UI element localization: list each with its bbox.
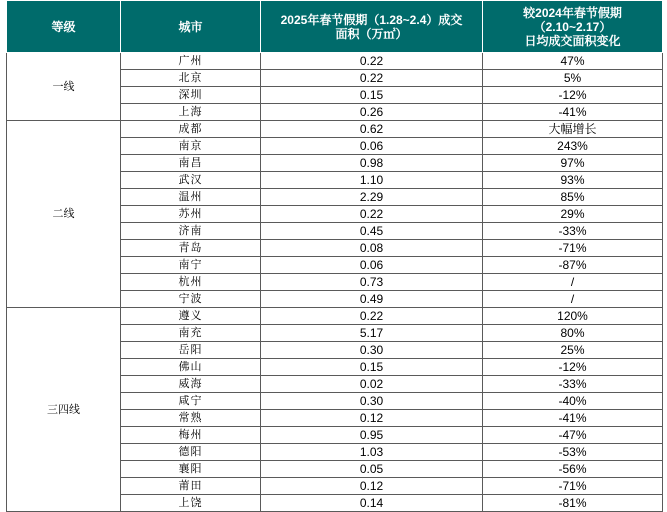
- area-cell: 0.45: [261, 223, 483, 240]
- header-change: [483, 1, 663, 53]
- city-cell: 武汉: [121, 172, 261, 189]
- change-cell: 80%: [483, 325, 663, 342]
- area-cell: 1.03: [261, 444, 483, 461]
- area-cell: 0.22: [261, 206, 483, 223]
- table-row: [7, 53, 663, 70]
- city-cell: 常熟: [121, 410, 261, 427]
- city-cell: 济南: [121, 223, 261, 240]
- city-cell: 上饶: [121, 495, 261, 512]
- area-cell: 0.98: [261, 155, 483, 172]
- tier-cell: 三四线: [7, 308, 121, 512]
- city-cell: 南充: [121, 325, 261, 342]
- header-area-line1: 2025年春节假期（1.28~2.4）成交: [280, 12, 463, 27]
- change-cell: -41%: [483, 410, 663, 427]
- area-cell: 2.29: [261, 189, 483, 206]
- change-cell: -87%: [483, 257, 663, 274]
- change-cell: -41%: [483, 104, 663, 121]
- change-cell: 93%: [483, 172, 663, 189]
- change-cell: -40%: [483, 393, 663, 410]
- change-cell: 大幅增长: [483, 121, 663, 138]
- city-cell: 南宁: [121, 257, 261, 274]
- city-cell: 南昌: [121, 155, 261, 172]
- area-cell: 0.02: [261, 376, 483, 393]
- city-cell: 深圳: [121, 87, 261, 104]
- tier-cell: 二线: [7, 121, 121, 308]
- city-cell: 遵义: [121, 308, 261, 325]
- change-cell: /: [483, 291, 663, 308]
- area-cell: 5.17: [261, 325, 483, 342]
- header-change-line3: 日均成交面积变化: [524, 33, 621, 48]
- table-header: [7, 1, 663, 53]
- city-cell: 威海: [121, 376, 261, 393]
- city-cell: 苏州: [121, 206, 261, 223]
- city-cell: 青岛: [121, 240, 261, 257]
- change-cell: -33%: [483, 376, 663, 393]
- table-row: [7, 121, 663, 138]
- table-row: [7, 308, 663, 325]
- city-cell: 佛山: [121, 359, 261, 376]
- header-change-line1: 较2024年春节假期: [523, 5, 622, 20]
- change-cell: -33%: [483, 223, 663, 240]
- city-cell: 成都: [121, 121, 261, 138]
- change-cell: 120%: [483, 308, 663, 325]
- area-cell: 0.73: [261, 274, 483, 291]
- city-cell: 杭州: [121, 274, 261, 291]
- header-area: [261, 1, 483, 53]
- city-cell: 岳阳: [121, 342, 261, 359]
- city-cell: 襄阳: [121, 461, 261, 478]
- change-cell: 97%: [483, 155, 663, 172]
- city-cell: 广州: [121, 53, 261, 70]
- header-tier: 等级: [7, 1, 121, 53]
- area-cell: 0.05: [261, 461, 483, 478]
- change-cell: -71%: [483, 240, 663, 257]
- data-table: [6, 0, 663, 512]
- change-cell: 85%: [483, 189, 663, 206]
- area-cell: 0.22: [261, 53, 483, 70]
- city-cell: 宁波: [121, 291, 261, 308]
- change-cell: 25%: [483, 342, 663, 359]
- area-cell: 0.12: [261, 410, 483, 427]
- change-cell: -53%: [483, 444, 663, 461]
- city-cell: 咸宁: [121, 393, 261, 410]
- area-cell: 0.06: [261, 257, 483, 274]
- change-cell: 29%: [483, 206, 663, 223]
- city-cell: 北京: [121, 70, 261, 87]
- city-cell: 上海: [121, 104, 261, 121]
- area-cell: 0.22: [261, 70, 483, 87]
- area-cell: 0.30: [261, 393, 483, 410]
- change-cell: -47%: [483, 427, 663, 444]
- change-cell: 5%: [483, 70, 663, 87]
- area-cell: 0.22: [261, 308, 483, 325]
- city-cell: 南京: [121, 138, 261, 155]
- tier-cell: 一线: [7, 53, 121, 121]
- city-cell: 德阳: [121, 444, 261, 461]
- area-cell: 0.14: [261, 495, 483, 512]
- change-cell: -12%: [483, 87, 663, 104]
- area-cell: 0.15: [261, 87, 483, 104]
- area-cell: 0.30: [261, 342, 483, 359]
- area-cell: 0.95: [261, 427, 483, 444]
- area-cell: 0.08: [261, 240, 483, 257]
- table-body: [7, 53, 663, 512]
- header-change-line2: （2.10~2.17）: [533, 19, 612, 34]
- area-cell: 0.26: [261, 104, 483, 121]
- change-cell: -81%: [483, 495, 663, 512]
- change-cell: -56%: [483, 461, 663, 478]
- header-area-line2: 面积（万㎡）: [335, 26, 408, 41]
- area-cell: 0.15: [261, 359, 483, 376]
- area-cell: 0.62: [261, 121, 483, 138]
- area-cell: 0.12: [261, 478, 483, 495]
- area-cell: 1.10: [261, 172, 483, 189]
- city-cell: 温州: [121, 189, 261, 206]
- change-cell: /: [483, 274, 663, 291]
- change-cell: 47%: [483, 53, 663, 70]
- header-city: 城市: [121, 1, 261, 53]
- change-cell: -71%: [483, 478, 663, 495]
- city-cell: 莆田: [121, 478, 261, 495]
- city-cell: 梅州: [121, 427, 261, 444]
- area-cell: 0.06: [261, 138, 483, 155]
- area-cell: 0.49: [261, 291, 483, 308]
- change-cell: 243%: [483, 138, 663, 155]
- change-cell: -12%: [483, 359, 663, 376]
